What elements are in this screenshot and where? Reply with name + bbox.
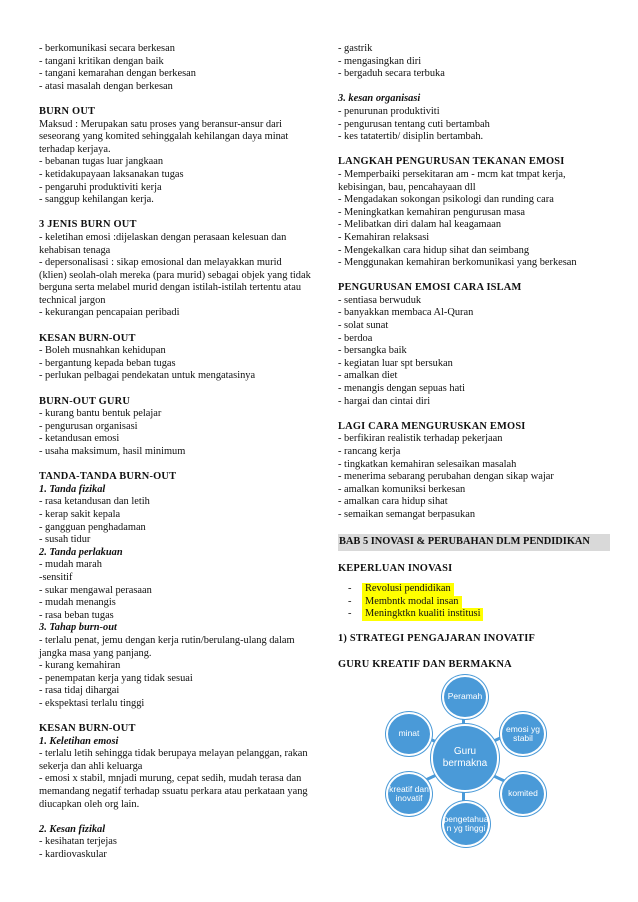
list-item: - kesihatan terjejas [39,836,117,848]
node-pengetahuan: pengetahua n yg tinggi [442,801,490,847]
highlighted-text: Membntk modal insan [362,596,462,609]
node-guru-bermakna: Guru bermakna [431,724,499,792]
section-heading: KEPERLUAN INOVASI [338,563,453,575]
spacer [39,320,311,333]
list-item: - bergantung kepada beban tugas [39,357,176,369]
paragraph: - Memperbaiki persekitaran am - mcm kat tmpat kerja, kebisingan, bau, pencahayaan dll [338,168,566,193]
list-item: - Kemahiran relaksasi [338,231,430,243]
list-item: - tangani kemarahan dengan berkesan [39,68,196,80]
spacer [338,144,600,157]
list-item: - kes tatatertib/ disiplin bertambah. [338,131,484,143]
list-item: - banyakkan membaca Al-Quran [338,307,474,319]
section-heading: BURN OUT [39,105,96,117]
paragraph: - depersonalisasi : sikap emosional dan melayakkan murid (klien) seolah-olah mereka (para murid) sebagai objek yang tidak berguna serta melabel murid dengan istilah-istilah tertentu atau technical jargon [39,257,311,306]
node-emosi-stabil: emosi yg stabil [500,712,546,756]
list-item: - mengasingkan diri [338,55,422,67]
spacer [39,811,311,824]
list-item: - ketandusan emosi [39,433,120,445]
list-item: - semaikan semangat berpasukan [338,508,476,520]
list-item: - kegiatan luar spt bersukan [338,357,453,369]
list-item: - Boleh musnahkan kehidupan [39,345,166,357]
bullet-dash: - [348,582,352,594]
list-item: - gastrik [338,43,373,54]
spacer [338,408,600,421]
spacer [338,576,600,583]
list-item: - hargai dan cintai diri [338,395,431,407]
section-heading: 1) STRATEGI PENGAJARAN INOVATIF [338,633,536,645]
node-peramah: Peramah [442,675,488,719]
list-item: - Melibatkan diri dalam hal keagamaan [338,219,502,231]
list-item: - gangguan penghadaman [39,521,146,533]
list-item: - menangis dengan sepuas hati [338,383,465,395]
list-item: - Mengekalkan cara hidup sihat dan seimbang [338,244,530,256]
spacer [338,551,600,564]
highlighted-item [348,596,600,609]
list-item: - pengurusan organisasi [39,420,138,432]
list-item: - solat sunat [338,320,389,332]
node-komited: komited [500,772,546,816]
spacer [39,207,311,220]
left-column [39,43,311,862]
section-heading: BURN-OUT GURU [39,395,131,407]
list-item: - rasa ketandusan dan letih [39,496,150,508]
spacer [39,383,311,396]
list-item: - pengaruhi produktiviti kerja [39,181,162,193]
paragraph: - keletihan emosi :dijelaskan dengan perasaan kelesuan dan kehabisan tenaga [39,231,287,256]
list-item: - susah tidur [39,534,91,546]
section-heading: LAGI CARA MENGURUSKAN EMOSI [338,420,526,432]
node-kreatif: kreatif dan inovatif [386,772,432,816]
subsection-heading: 1. Tanda fizikal [39,483,106,495]
spacer [338,646,600,659]
bullet-dash: - [348,595,352,607]
list-item: - bebanan tugas luar jangkaan [39,156,164,168]
list-item: - sanggup kehilangan kerja. [39,194,154,206]
list-item: - tingkatkan kemahiran selesaikan masalah [338,458,517,470]
list-item: - penurunan produktiviti [338,105,440,117]
list-item: - menerima sebarang perubahan dengan sikap wajar [338,471,554,483]
section-heading: KESAN BURN-OUT [39,723,136,735]
subsection-heading: 1. Keletihan emosi [39,735,119,747]
list-item: - Mengadakan sokongan psikologi dan runding cara [338,194,554,206]
list-item: - rasa tidaj dihargai [39,685,120,697]
list-item: - rancang kerja [338,446,401,457]
list-item: - pengurusan tentang cuti bertambah [338,118,490,130]
list-item: - sukar mengawal perasaan [39,584,152,596]
list-item: - bersangka baik [338,345,407,357]
section-heading: 3 JENIS BURN OUT [39,219,137,231]
list-item: - ekspektasi terlalu tinggi [39,697,145,709]
list-item: - penempatan kerja yang tidak sesuai [39,672,193,684]
list-item: - berdoa [338,332,373,344]
list-item: - Meningkatkan kemahiran pengurusan masa [338,206,525,218]
subsection-heading: 2. Kesan fizikal [39,823,106,835]
spacer [338,522,600,535]
spacer [39,459,311,472]
list-item: - sentiasa berwuduk [338,294,422,306]
subsection-heading: 3. kesan organisasi [338,93,421,105]
list-item: - ketidakupayaan laksanakan tugas [39,168,184,180]
highlighted-text: Revolusi pendidikan [362,583,454,596]
list-item: - atasi masalah dengan berkesan [39,80,173,92]
list-item: - Menggunakan kemahiran berkomunikasi yang berkesan [338,257,577,269]
spacer [39,710,311,723]
list-item: - kurang kemahiran [39,660,121,672]
paragraph: - terlalu letih sehingga tidak berupaya melayan pelanggan, rakan sekerja dan ahli keluarga [39,748,308,772]
right-column [338,43,600,671]
list-item: - mudah menangis [39,597,116,609]
highlighted-text: Meningktkn kualiti institusi [362,608,483,621]
list-item: - kerap sakit kepala [39,508,121,520]
list-item: - tangani kritikan dengan baik [39,55,164,67]
chapter-heading: BAB 5 INOVASI & PERUBAHAN DLM PENDIDIKAN [338,534,610,551]
section-heading: PENGURUSAN EMOSI CARA ISLAM [338,282,522,294]
paragraph: - emosi x stabil, mnjadi murung, cepat sedih, mudah terasa dan memandang negatif terhadap ssuatu perkara atau perkataan yang diucapkan oleh org lain. [39,773,308,810]
list-item: - berkomunikasi secara berkesan [39,43,175,54]
list-item: - kekurangan pencapaian peribadi [39,307,180,319]
node-minat: minat [386,712,432,756]
list-item: - kurang bantu bentuk pelajar [39,408,162,420]
spacer [39,93,311,106]
spacer [338,81,600,94]
list-item: - rasa beban tugas [39,609,114,621]
subsection-heading: 2. Tanda perlakuan [39,546,123,558]
list-item: - kardiovaskular [39,849,107,860]
list-item: -sensitif [39,571,73,583]
list-item: - berfikiran realistik terhadap pekerjaan [338,433,503,445]
guru-bermakna-diagram [369,675,559,841]
list-item: - usaha maksimum, hasil minimum [39,446,186,457]
list-item: - amalkan diet [338,370,398,382]
subsection-heading: 3. Tahap burn-out [39,622,117,634]
list-item: - amalkan komuniksi berkesan [338,483,466,495]
list-item: - perlukan pelbagai pendekatan untuk mengatasinya [39,370,256,382]
list-item: - bergaduh secara terbuka [338,68,445,80]
highlighted-item [348,608,600,621]
section-heading: KESAN BURN-OUT [39,332,136,344]
spacer [338,621,600,634]
spacer [338,270,600,283]
paragraph: Maksud : Merupakan satu proses yang beransur-ansur dari seseorang yang komited sehinggalah kehilangan daya minat terhadap kerjaya. [39,118,289,155]
section-heading: LANGKAH PENGURUSAN TEKANAN EMOSI [338,156,565,168]
list-item: - amalkan cara hidup sihat [338,496,448,508]
section-heading: GURU KREATIF DAN BERMAKNA [338,658,512,670]
section-heading: TANDA-TANDA BURN-OUT [39,471,177,483]
highlighted-item [348,583,600,596]
bullet-dash: - [348,608,352,620]
paragraph: - terlalu penat, jemu dengan kerja rutin/berulang-ulang dalam jangka masa yang panjang. [39,634,295,659]
list-item: - mudah marah [39,559,102,571]
